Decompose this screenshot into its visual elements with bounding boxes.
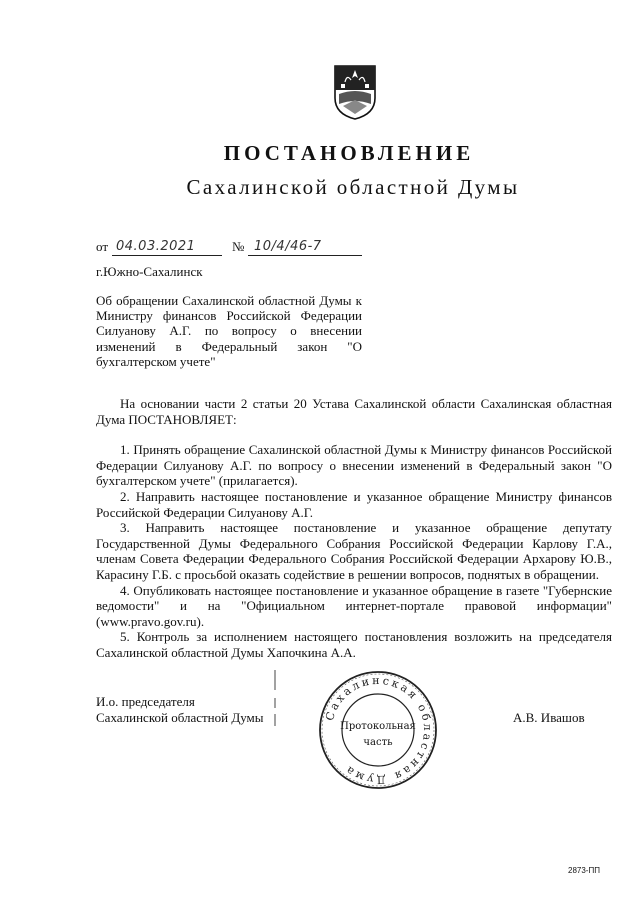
seal-ring-text: Сахалинская областная Дума (322, 673, 435, 787)
signature-mark-icon (258, 668, 288, 728)
date-underline (112, 255, 222, 256)
intro-paragraph: На основании части 2 статьи 20 Устава Сахалинской области Сахалинская областная Дума ПОСТАНОВЛЯЕТ: (96, 396, 612, 427)
official-seal-icon (316, 668, 440, 792)
seal-center-line2: часть (363, 737, 393, 748)
seal-center-line1: Протокольная (340, 721, 416, 732)
resolution-item-1: 1. Принять обращение Сахалинской областной Думы к Министру финансов Российской Федерации Силуанову А.Г. по вопросу о внесении изменений в Федеральный закон "О бухгалтерском учете" (прилагается). (96, 442, 612, 489)
resolution-item-5: 5. Контроль за исполнением настоящего постановления возложить на председателя Сахалинской областной Думы Хапочкина А.А. (96, 629, 612, 660)
resolution-body (96, 396, 612, 661)
signatory-position-line1: И.о. председателя (96, 694, 195, 709)
resolution-item-4: 4. Опубликовать настоящее постановление и указанное обращение в газете "Губернские ведомости" и на "Официальном интернет-портале правовой информации" (www.pravo.gov.ru). (96, 582, 612, 629)
signatory-name: А.В. Ивашов (513, 710, 585, 725)
document-title: ПОСТАНОВЛЕНИЕ (223, 141, 475, 165)
city-name: г.Южно-Сахалинск (96, 264, 203, 279)
signatory-position-line2: Сахалинской областной Думы (96, 709, 264, 725)
document-subtitle: Сахалинской областной Думы (186, 175, 520, 199)
resolution-item-3: 3. Направить настоящее постановление и указанное обращение депутату Государственной Думы Федерального Собрания Российской Федерации Карлову Г.А., членам Совета Федерации Федерального Собрания Российской Федерации Архарову Ю.В., Карасину Г.Б. с просьбой оказать содействие в решении вопросов, поднятых в обращении. (96, 520, 612, 582)
handwritten-number: 10/4/46-7 (254, 239, 322, 254)
date-number-line (96, 236, 396, 258)
coat-of-arms-icon (333, 64, 377, 120)
signatory-position (96, 694, 264, 725)
subject-block: Об обращении Сахалинской областной Думы к Министру финансов Российской Федерации Силуанову А.Г. по вопросу о внесении изменений в Федеральный закон "О бухгалтерском учете" (96, 293, 362, 369)
number-underline (248, 255, 362, 256)
resolution-item-2: 2. Направить настоящее постановление и указанное обращение Министру финансов Российской Федерации Силуанову А.Г. (96, 488, 612, 520)
handwritten-date: 04.03.2021 (116, 239, 196, 254)
number-prefix: № (232, 239, 245, 254)
date-prefix: от (96, 239, 109, 254)
document-code: 2873-ПП (568, 866, 600, 875)
